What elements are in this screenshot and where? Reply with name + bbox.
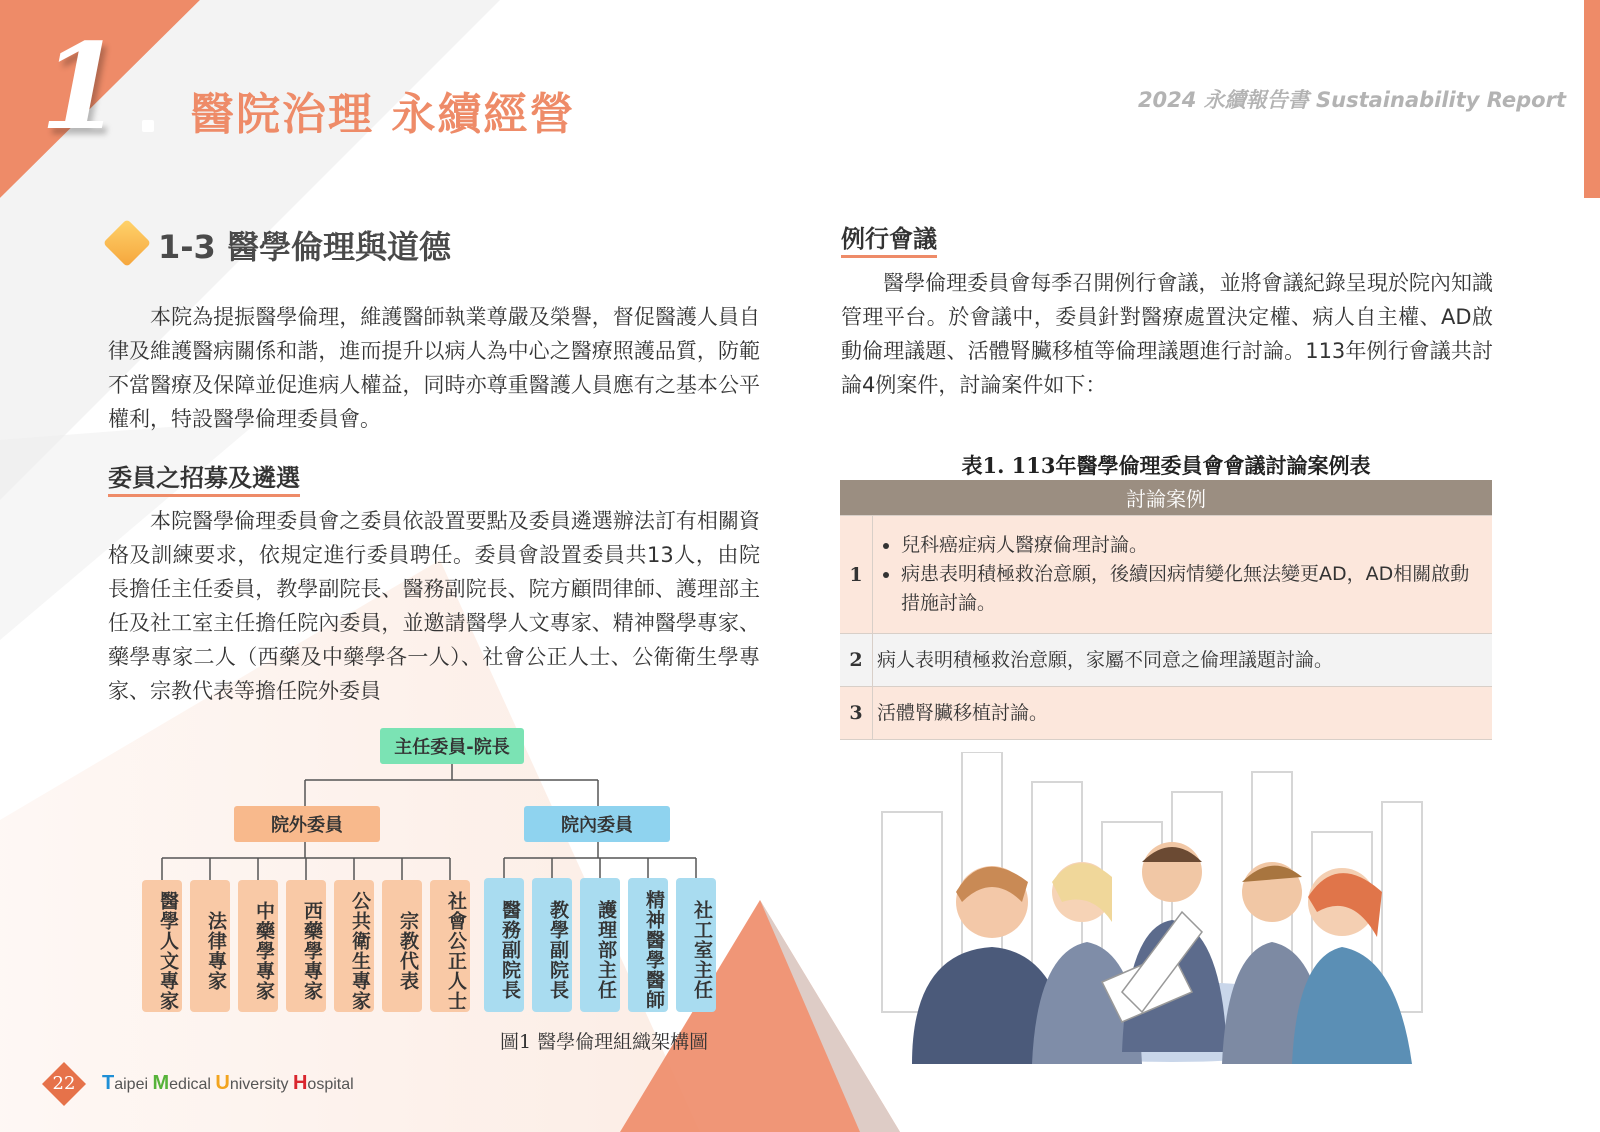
table-row bbox=[840, 516, 1492, 634]
org-internal-member: 社工室主任 bbox=[676, 878, 716, 1012]
page-number: 22 bbox=[52, 1073, 76, 1094]
row-number: 3 bbox=[840, 687, 873, 740]
table-row bbox=[840, 634, 1492, 687]
org-external-member: 西藥學專家 bbox=[286, 880, 326, 1012]
meetings-paragraph bbox=[841, 266, 1493, 402]
org-external-member: 公共衛生專家 bbox=[334, 880, 374, 1012]
meeting-illustration bbox=[872, 752, 1432, 1064]
brand-word: ospital bbox=[307, 1076, 354, 1093]
row-number: 1 bbox=[840, 516, 873, 634]
hospital-logo-text bbox=[102, 1072, 354, 1095]
brand-initial: H bbox=[292, 1072, 308, 1094]
table-caption: 表1. 113年醫學倫理委員會會議討論案例表 bbox=[961, 453, 1371, 478]
section-title: 1-3 醫學倫理與道德 bbox=[158, 228, 451, 266]
org-external-member: 宗教代表 bbox=[382, 880, 422, 1012]
brand-initial: T bbox=[102, 1072, 115, 1094]
recruitment-text: 本院醫學倫理委員會之委員依設置要點及委員遴選辦法訂有相關資格及訓練要求，依規定進行委員聘任。委員會設置委員共13人，由院長擔任主任委員，教學副院長、醫務副院長、院方顧問律師、護理部主任及社工室主任擔任院內委員，並邀請醫學人文專家、精神醫學專家、藥學專家二人（西藥及中藥學各一人）、社會公正人士、公衛衛生學專家、宗教代表等擔任院外委員 bbox=[108, 509, 760, 703]
org-internal-member: 護理部主任 bbox=[580, 878, 620, 1012]
meetings-heading: 例行會議 bbox=[841, 224, 937, 258]
org-external-member: 社會公正人士 bbox=[430, 880, 470, 1012]
brand-word: niversity bbox=[229, 1076, 293, 1093]
org-internal-member: 醫務副院長 bbox=[484, 878, 524, 1012]
row-bullet: • 病患表明積極救治意願，後續因病情變化無法變更AD，AD相關啟動措施討論。 bbox=[901, 560, 1488, 618]
org-internal-group-box: 院內委員 bbox=[524, 806, 670, 842]
row-number: 2 bbox=[840, 634, 873, 687]
table-row bbox=[840, 687, 1492, 740]
row-description bbox=[873, 516, 1493, 634]
table-header: 討論案例 bbox=[840, 480, 1492, 516]
brand-initial: U bbox=[215, 1072, 230, 1094]
org-internal-member: 教學副院長 bbox=[532, 878, 572, 1012]
org-internal-member: 精神醫學醫師 bbox=[628, 878, 668, 1012]
row-bullet: • 兒科癌症病人醫療倫理討論。 bbox=[901, 531, 1488, 560]
recruitment-heading: 委員之招募及遴選 bbox=[108, 463, 300, 497]
meetings-text: 醫學倫理委員會每季召開例行會議，並將會議紀錄呈現於院內知識管理平台。於會議中，委員針對醫療處置決定權、病人自主權、AD啟動倫理議題、活體腎臟移植等倫理議題進行討論。113年例行會議共討論4例案件，討論案件如下： bbox=[841, 271, 1493, 397]
figure-caption: 圖1 醫學倫理組織架構圖 bbox=[500, 1031, 709, 1053]
chapter-number: 1 bbox=[40, 17, 123, 156]
brand-initial: M bbox=[152, 1072, 170, 1094]
org-external-group-box: 院外委員 bbox=[234, 806, 380, 842]
row-description: 活體腎臟移植討論。 bbox=[873, 687, 1493, 740]
chapter-title: 醫院治理 永續經營 bbox=[190, 89, 576, 140]
brand-word: aipei bbox=[114, 1076, 153, 1093]
cases-table bbox=[840, 480, 1492, 740]
org-external-member: 醫學人文專家 bbox=[142, 880, 182, 1012]
org-chair-box: 主任委員-院長 bbox=[380, 728, 524, 764]
org-external-member: 法律專家 bbox=[190, 880, 230, 1012]
intro-text: 本院為提振醫學倫理，維護醫師執業尊嚴及榮譽，督促醫護人員自律及維護醫病關係和諧，進而提升以病人為中心之醫療照護品質，防範不當醫療及保障並促進病人權益，同時亦尊重醫護人員應有之基本公平權利，特設醫學倫理委員會。 bbox=[108, 305, 760, 431]
row-description: 病人表明積極救治意願，家屬不同意之倫理議題討論。 bbox=[873, 634, 1493, 687]
report-title: 2024 永續報告書 Sustainability Report bbox=[1137, 88, 1566, 112]
org-external-member: 中藥學專家 bbox=[238, 880, 278, 1012]
brand-word: edical bbox=[169, 1076, 216, 1093]
right-accent-bar bbox=[1584, 0, 1600, 198]
